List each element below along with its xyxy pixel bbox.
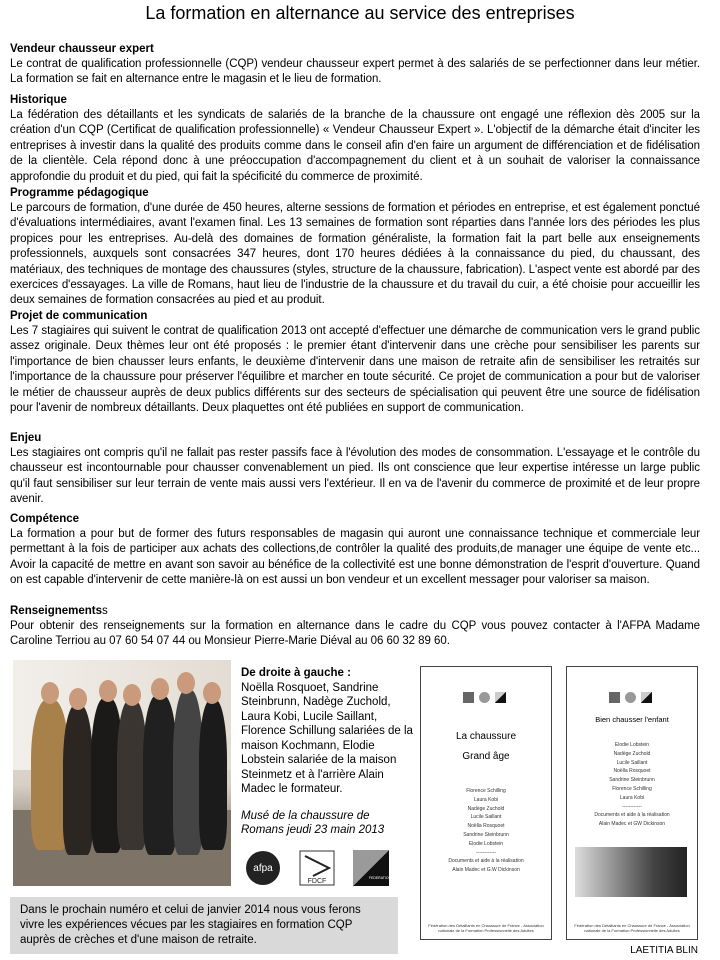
federation-logo-icon — [353, 850, 389, 886]
section-heading: Programme pédagogique — [10, 187, 149, 199]
next-issue-note: Dans le prochain numéro et celui de janvier 2014 nous vous ferons vivre les expériences vécues par les stagiaires en formation CQP auprès de crèches et d'une maison de retraite. — [10, 897, 398, 954]
partner-logos — [245, 850, 395, 890]
section-heading — [10, 604, 700, 619]
brochure-name: Elodie Lobstein — [468, 840, 504, 847]
section-text: Les stagiaires ont compris qu'il ne fallait pas rester passifs face à l'évolution des modes de consommation. L'essayage et le contrôle du chausseur est incontournable pour chausser convenablement un pied. Ils ont conscience que leur expertise intéresse un large public qu'il faut sensibiliser sur leur terrain de vente mais aussi vers l'extérieur. Il en va de l'avenir du commerce de proximité et de leur propre avenir. — [10, 447, 700, 506]
brochure-footer: Fédération des Détaillants en Chaussure de France - Association nationale de la Formation Professionnelle des Adultes — [428, 923, 544, 933]
brochure-name: Lucile Saillant — [616, 759, 648, 766]
brochure-name: Noëlla Rosquoet — [467, 823, 505, 830]
brochure-credits: Documents et aide à la réalisation — [594, 812, 670, 819]
section-text: Le contrat de qualification professionnelle (CQP) vendeur chausseur expert permet à des salariés de se perfectionner dans leur métier. La formation se fait en alternance entre le magasin et le lieu de formation. — [10, 58, 700, 86]
brochure-title: Bien chausser l'enfant — [595, 715, 669, 724]
photo-head — [203, 682, 221, 704]
brochure-name: Lucile Saillant — [470, 814, 502, 821]
brochure-name: Sandrine Steinbrunn — [609, 777, 655, 784]
author-credit: LAETITIA BLIN — [630, 945, 698, 956]
section-heading-suffix: s — [102, 605, 108, 617]
section-text: La fédération des détaillants et les syndicats de salariés de la branche de la chaussure ont engagé une réflexion dès 2005 sur la création d'un CQP (Certificat de qualification professionnelle) « Vendeur Chausseur Expert ». L'objectif de la démarche était d'inciter les entreprises à investir dans la qualité des produits comme dans le conseil afin d'en faire un argument de différenciation et de fidélisation de la clientèle. Cela répond donc à une préoccupation d'accompagnement du client et à un souhait de valoriser la connaissance approfondie du produit et du pied, qui fait la spécificité du commerce de proximité. — [10, 109, 700, 183]
section-competence — [10, 512, 700, 589]
brochure-credits: Alain Madec et G.W Dickinson — [452, 867, 520, 874]
brochure-name: Sandrine Steinbrunn — [463, 831, 509, 838]
brochure-title: La chaussure — [455, 731, 517, 742]
brochure-logo-icon — [463, 692, 474, 703]
photo-head — [123, 684, 141, 706]
section-renseignements — [10, 604, 700, 650]
brochure-names — [567, 741, 697, 829]
brochure-sep: ------------ — [622, 803, 642, 810]
brochure-logo-icon — [641, 692, 652, 703]
fdcf-logo-text: FDCF — [307, 878, 327, 885]
brochure-logo-icon — [625, 692, 636, 703]
afpa-logo-icon — [245, 850, 281, 886]
brochure-grand-age — [420, 666, 552, 940]
photo-person — [63, 705, 93, 855]
photo-head — [41, 682, 59, 704]
caption-heading: De droite à gauche : — [241, 667, 351, 679]
section-heading: Vendeur chausseur expert — [10, 43, 154, 55]
section-enjeu — [10, 431, 700, 508]
caption-italic: Musé de la chaussure de Romans jeudi 23 main 2013 — [241, 809, 385, 836]
brochure-name: Noëlla Rosquoet — [613, 768, 651, 775]
section-heading: Compétence — [10, 513, 80, 525]
brochure-name: Nadège Zuchold — [613, 750, 651, 757]
section-programme — [10, 186, 700, 309]
brochure-photo — [575, 847, 687, 897]
section-heading: Historique — [10, 94, 67, 106]
section-projet — [10, 309, 700, 416]
afpa-logo-text: afpa — [253, 863, 273, 874]
brochure-credits: Alain Madec et GW Dickinson — [598, 821, 666, 828]
section-text: La formation a pour but de former des futurs responsables de magasin qui auront une connaissance technique et commerciale leur permettant à la fois de participer aux achats des collections,de contrôler la qualité des produits,de manager une équipe de vente etc... Avoir la capacité de mettre en avant son savoir au bénéfice de la collectivité est une bonne démonstration de l'esprit d'ouverture. Quand on est capable d'intervenir de cette manière-là on est aussi un bon vendeur et un excellent messager pour valoriser sa maison. — [10, 528, 700, 587]
section-vendeur — [10, 42, 700, 88]
brochure-name: Nadège Zuchold — [467, 805, 505, 812]
brochure-footer: Fédération des Détaillants en Chaussure de France - Association nationale de la Formation Professionnelle des Adultes — [574, 923, 690, 933]
section-heading: Projet de communication — [10, 310, 148, 322]
section-text: Les 7 stagiaires qui suivent le contrat de qualification 2013 ont accepté d'effectuer une démarche de communication vers le grand public assez originale. Deux thèmes leur ont été proposés : le premier étant d'intervenir dans une crèche pour sensibiliser les parents sur l'importance de bien chausser leurs enfants, le deuxième d'intervenir dans une maison de retraite afin de sensibiliser les retraités sur l'importance de la chaussure pour préserver l'équilibre et marcher en toute sécurité. Ce projet de communication a pour but de valoriser le métier de chausseur auprès de deux publics différents sur des secteurs de spécialisation qui peuvent être une source de fidélisation pour l'avenir de nombreux détaillants. Deux plaquettes ont été publiées en support de communication. — [10, 325, 700, 415]
section-text: Le parcours de formation, d'une durée de 450 heures, alterne sessions de formation et périodes en entreprise, et est également ponctué d'évaluations intermédiaires, avant l'examen final. Les 13 semaines de formation sont réparties dans l'année lors des périodes les plus propices pour les entreprises. Au-delà des domaines de formation généraliste, la formation fait la part belle aux enseignements professionnels, auxquels sont consacrées 347 heures, dont 170 heures dédiées à la connaissance du pied, du chaussant, des matériaux, des techniques de montage des chaussures (styles, structure de la chaussure, fabrication). L'aspect vente est abordé par des exercices d'essayages. La ville de Romans, haut lieu de l'industrie de la chaussure et du travail du cuir, a été choisie pour accueillir les deux semaines de formation consacrées au pied et au produit. — [10, 202, 700, 307]
section-heading: Enjeu — [10, 432, 42, 444]
photo-head — [99, 680, 117, 702]
brochure-enfant — [566, 666, 698, 940]
photo-person — [143, 695, 177, 855]
brochure-names — [421, 787, 551, 875]
section-historique — [10, 93, 700, 185]
section-text: Pour obtenir des renseignements sur la formation en alternance dans le cadre du CQP vous pouvez contacter à l'AFPA Madame Caroline Terriou au 07 60 54 07 44 ou Monsieur Pierre-Marie Diéval au 06 60 32 89 60. — [10, 620, 700, 648]
group-photo — [13, 660, 231, 886]
brochure-logo-icon — [495, 692, 506, 703]
section-heading-main: Renseignements — [10, 605, 103, 617]
photo-head — [151, 678, 169, 700]
brochure-logo-icon — [479, 692, 490, 703]
brochure-credits: Documents et aide à la réalisation — [448, 858, 524, 865]
photo-head — [177, 672, 195, 694]
brochure-name: Laura Kobi — [473, 796, 499, 803]
photo-head — [69, 688, 87, 710]
brochure-name: Laura Kobi — [619, 794, 645, 801]
brochure-name: Florence Schilling — [612, 785, 652, 792]
federation-logo-text: FEDERATION — [368, 876, 389, 880]
brochure-name: Florence Schilling — [466, 788, 506, 794]
fdcf-logo-icon — [299, 850, 335, 886]
photo-caption — [241, 666, 413, 838]
brochure-name: Elodie Lobstein — [614, 742, 650, 748]
brochure-subtitle: Grand âge — [462, 751, 510, 762]
brochure-sep: ------------ — [476, 849, 496, 856]
caption-text: Noëlla Rosquoet, Sandrine Steinbrunn, Nadège Zuchold, Laura Kobi, Lucile Saillant, Florence Schillung salariées de la maison Kochmann, Elodie Lobstein salariée de la maison Steinmetz et à l'arrière Alain Madec le formateur. — [241, 681, 413, 795]
page-title: La formation en alternance au service des entreprises — [145, 3, 575, 23]
brochure-logo-icon — [609, 692, 620, 703]
photo-person — [199, 700, 227, 850]
